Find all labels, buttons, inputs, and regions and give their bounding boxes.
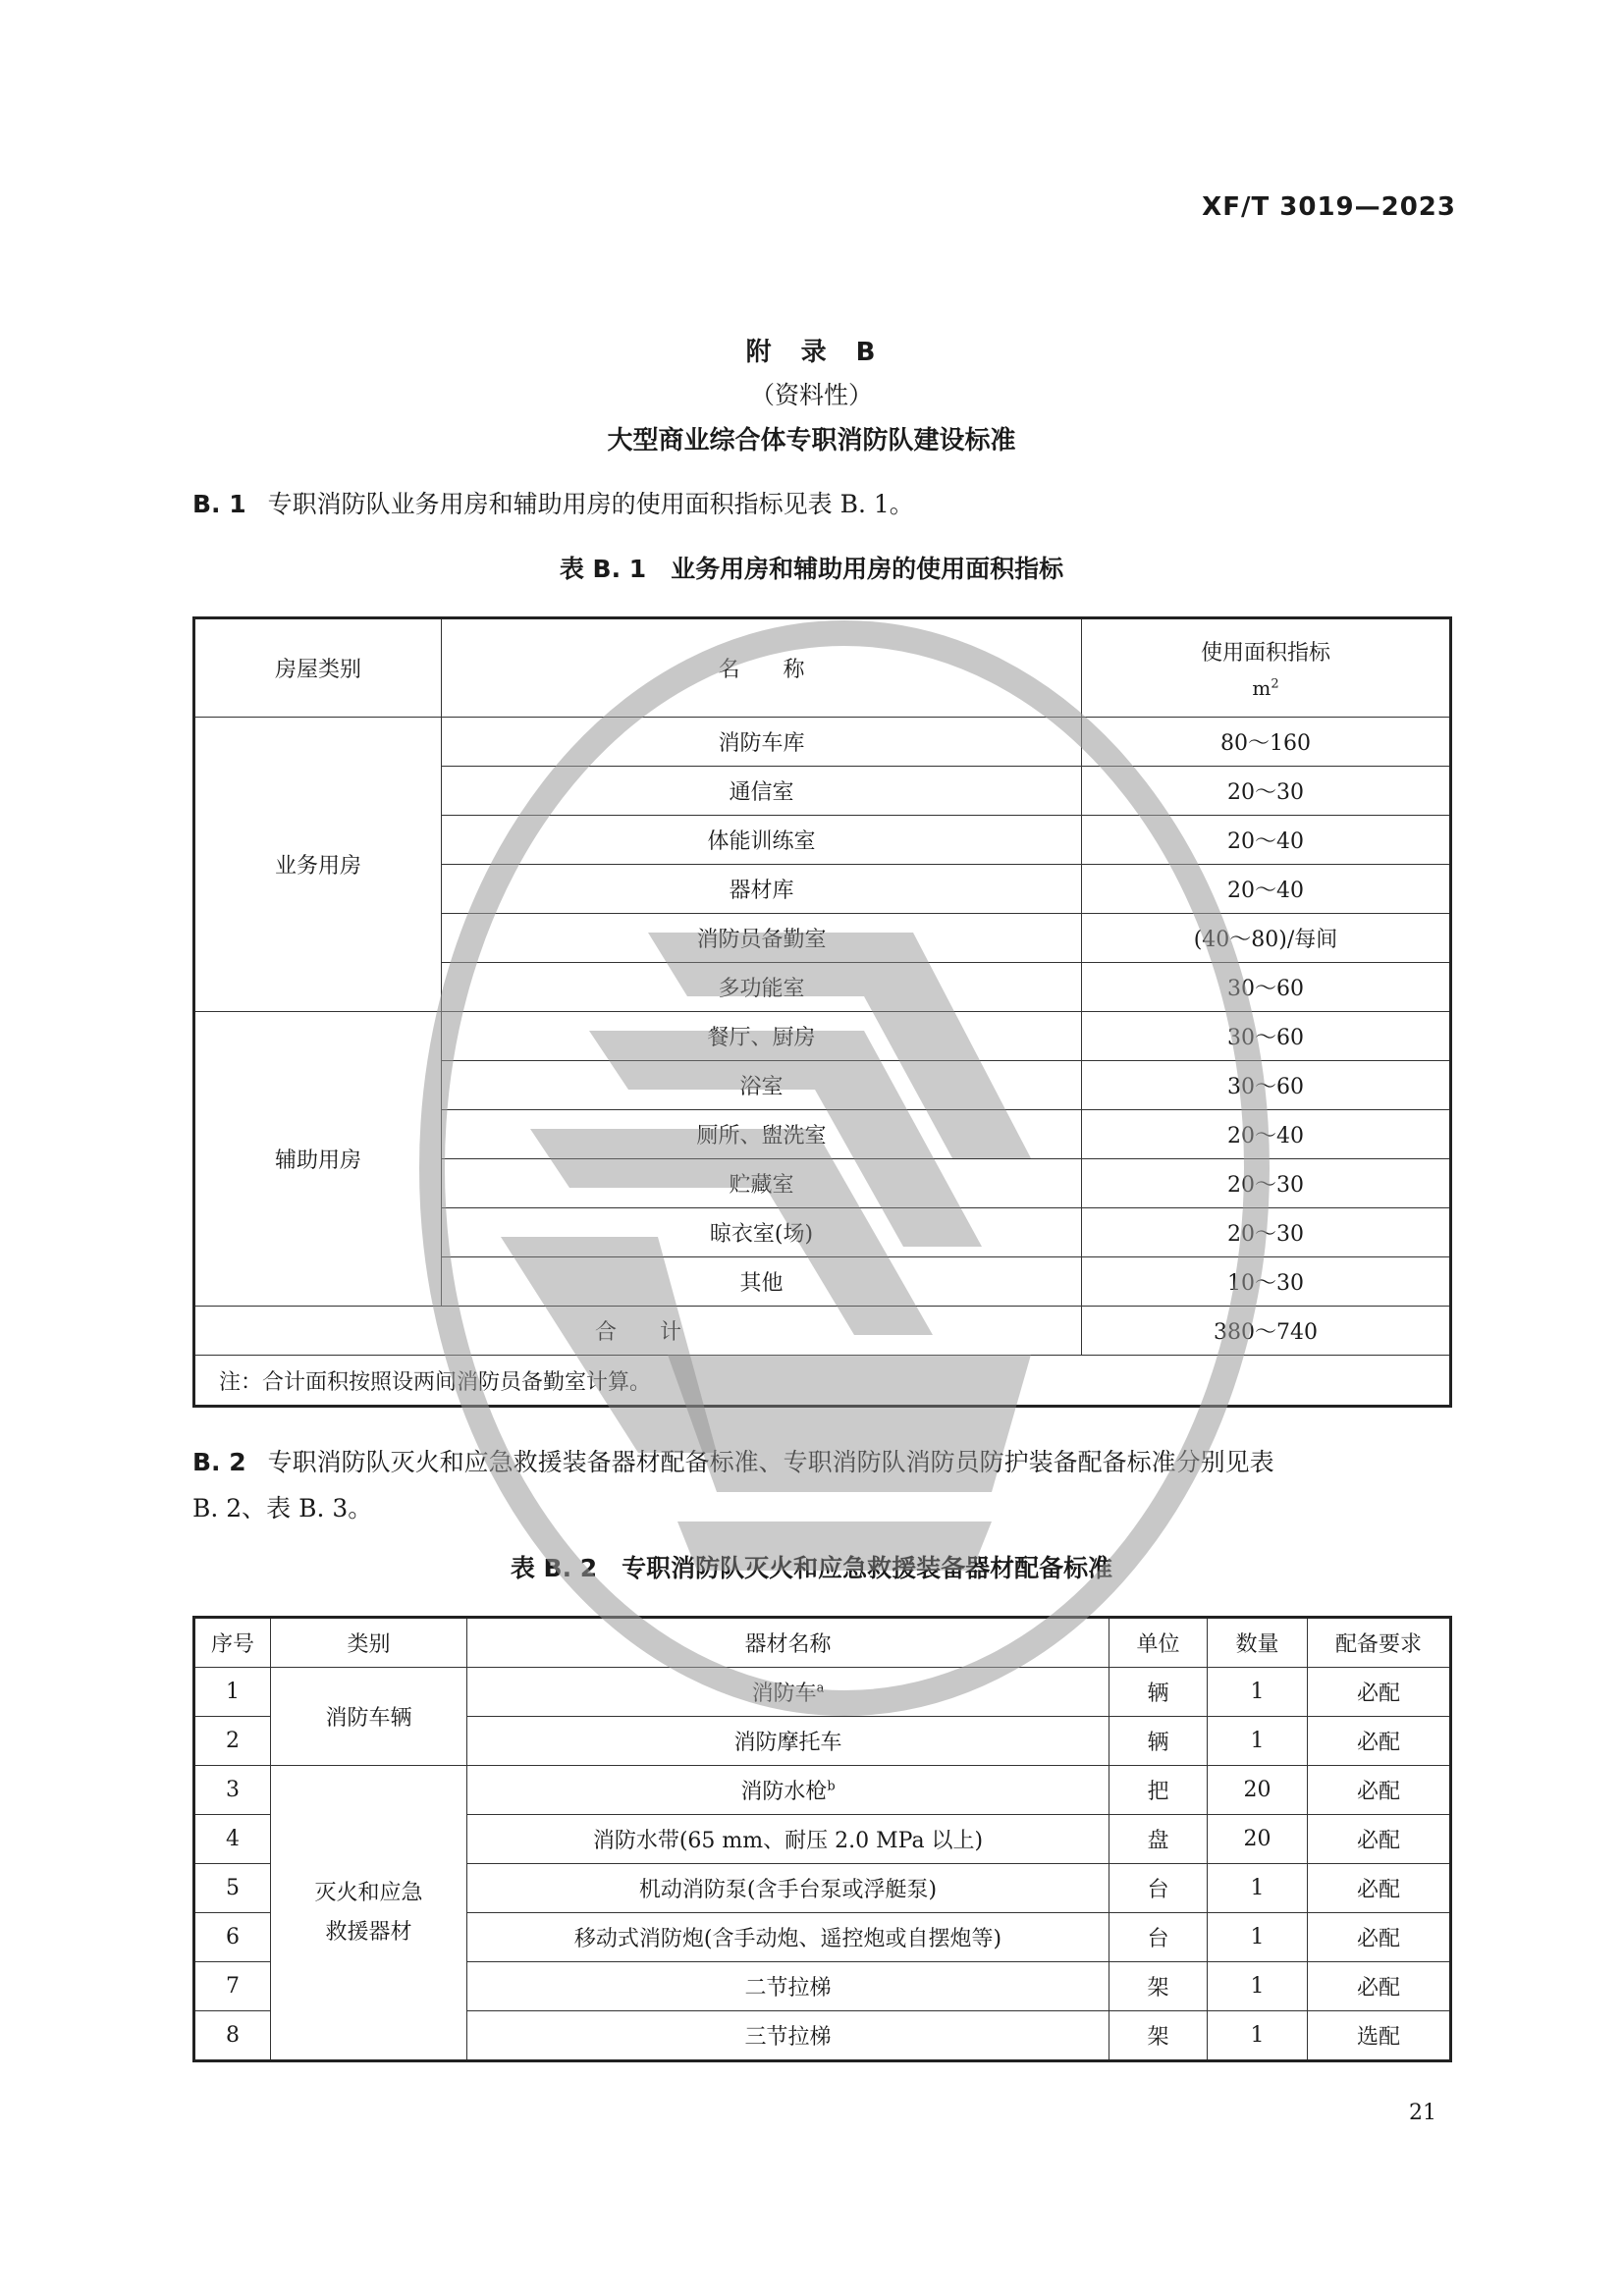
qty: 20 bbox=[1208, 1766, 1308, 1815]
clause-label-b1: B. 1 bbox=[192, 490, 246, 518]
unit: 架 bbox=[1109, 1962, 1208, 2011]
category-cell: 消防车辆 bbox=[271, 1668, 467, 1766]
equipment-name: 消防水带(65 mm、耐压 2.0 MPa 以上) bbox=[467, 1815, 1109, 1864]
header-category: 房屋类别 bbox=[194, 618, 442, 718]
header-area bbox=[1082, 618, 1451, 718]
row-no: 4 bbox=[194, 1815, 271, 1864]
appendix-subtitle: （资料性） bbox=[749, 381, 873, 409]
row-no: 3 bbox=[194, 1766, 271, 1815]
requirement: 必配 bbox=[1308, 1962, 1451, 2011]
requirement: 必配 bbox=[1308, 1864, 1451, 1913]
qty: 20 bbox=[1208, 1815, 1308, 1864]
table2-caption: 表 B. 2 专职消防队灭火和应急救援装备器材配备标准 bbox=[510, 1554, 1113, 1582]
total-label: 合 计 bbox=[194, 1307, 1082, 1356]
category-cell: 业务用房 bbox=[194, 718, 442, 1012]
header-area-label: 使用面积指标 bbox=[1200, 641, 1330, 666]
room-name: 体能训练室 bbox=[442, 816, 1082, 865]
equipment-name: 移动式消防炮(含手动炮、遥控炮或自摆炮等) bbox=[467, 1913, 1109, 1962]
unit: 台 bbox=[1109, 1864, 1208, 1913]
row-no: 5 bbox=[194, 1864, 271, 1913]
table-area-index bbox=[192, 616, 1452, 1408]
room-name: 晾衣室(场) bbox=[442, 1208, 1082, 1257]
appendix-title: 附 录 B bbox=[745, 338, 878, 367]
equipment-name: 消防摩托车 bbox=[467, 1717, 1109, 1766]
room-name: 厕所、盥洗室 bbox=[442, 1110, 1082, 1159]
table1-caption: 表 B. 1 业务用房和辅助用房的使用面积指标 bbox=[559, 555, 1064, 583]
requirement: 必配 bbox=[1308, 1717, 1451, 1766]
requirement: 必配 bbox=[1308, 1815, 1451, 1864]
header-unit: 单位 bbox=[1109, 1618, 1208, 1668]
header-category: 类别 bbox=[271, 1618, 467, 1668]
room-area: 20～30 bbox=[1082, 1208, 1451, 1257]
unit: 把 bbox=[1109, 1766, 1208, 1815]
requirement: 必配 bbox=[1308, 1766, 1451, 1815]
header-name: 名 称 bbox=[442, 618, 1082, 718]
row-no: 7 bbox=[194, 1962, 271, 2011]
header-requirement: 配备要求 bbox=[1308, 1618, 1451, 1668]
row-no: 2 bbox=[194, 1717, 271, 1766]
equipment-name: 二节拉梯 bbox=[467, 1962, 1109, 2011]
category-cell: 灭火和应急 救援器材 bbox=[271, 1766, 467, 2061]
requirement: 必配 bbox=[1308, 1913, 1451, 1962]
header-area-unit: $m^2$ bbox=[1252, 676, 1279, 700]
appendix-main-title: 大型商业综合体专职消防队建设标准 bbox=[607, 426, 1016, 455]
room-name: 贮藏室 bbox=[442, 1159, 1082, 1208]
paragraph-b2-line2: B. 2、表 B. 3。 bbox=[192, 1494, 373, 1522]
room-area: 80～160 bbox=[1082, 718, 1451, 767]
equipment-name: 消防车$^a$ bbox=[467, 1668, 1109, 1717]
room-name: 通信室 bbox=[442, 767, 1082, 816]
room-area: 10～30 bbox=[1082, 1257, 1451, 1307]
qty: 1 bbox=[1208, 1913, 1308, 1962]
page-number: 21 bbox=[1409, 2101, 1436, 2125]
unit: 盘 bbox=[1109, 1815, 1208, 1864]
requirement: 选配 bbox=[1308, 2011, 1451, 2061]
total-area: 380～740 bbox=[1082, 1307, 1451, 1356]
equipment-name: 三节拉梯 bbox=[467, 2011, 1109, 2061]
paragraph-b2-line1: B. 2 专职消防队灭火和应急救援装备器材配备标准、专职消防队消防员防护装备配备标准分别见表 bbox=[192, 1448, 1274, 1476]
room-area: 30～60 bbox=[1082, 1061, 1451, 1110]
header-no: 序号 bbox=[194, 1618, 271, 1668]
room-area: 20～40 bbox=[1082, 865, 1451, 914]
qty: 1 bbox=[1208, 1717, 1308, 1766]
row-no: 1 bbox=[194, 1668, 271, 1717]
unit: 辆 bbox=[1109, 1668, 1208, 1717]
room-area: 20～40 bbox=[1082, 816, 1451, 865]
requirement: 必配 bbox=[1308, 1668, 1451, 1717]
clause-label-b2: B. 2 bbox=[192, 1448, 246, 1476]
room-name: 消防车库 bbox=[442, 718, 1082, 767]
table-note: 注：合计面积按照设两间消防员备勤室计算。 bbox=[194, 1356, 1451, 1407]
table-equipment-standard bbox=[192, 1616, 1452, 2062]
header-qty: 数量 bbox=[1208, 1618, 1308, 1668]
unit: 台 bbox=[1109, 1913, 1208, 1962]
qty: 1 bbox=[1208, 1668, 1308, 1717]
room-name: 多功能室 bbox=[442, 963, 1082, 1012]
room-name: 浴室 bbox=[442, 1061, 1082, 1110]
room-name: 器材库 bbox=[442, 865, 1082, 914]
room-area: 20～40 bbox=[1082, 1110, 1451, 1159]
room-area: 20～30 bbox=[1082, 1159, 1451, 1208]
qty: 1 bbox=[1208, 1962, 1308, 2011]
unit: 辆 bbox=[1109, 1717, 1208, 1766]
room-area: 30～60 bbox=[1082, 963, 1451, 1012]
row-no: 6 bbox=[194, 1913, 271, 1962]
equipment-name: 消防水枪$^b$ bbox=[467, 1766, 1109, 1815]
row-no: 8 bbox=[194, 2011, 271, 2061]
equipment-name: 机动消防泵(含手台泵或浮艇泵) bbox=[467, 1864, 1109, 1913]
paragraph-b1 bbox=[192, 481, 1445, 527]
unit: 架 bbox=[1109, 2011, 1208, 2061]
room-area: 30～60 bbox=[1082, 1012, 1451, 1061]
paragraph-b1-text: 专职消防队业务用房和辅助用房的使用面积指标见表 B. 1。 bbox=[267, 490, 914, 518]
room-name: 其他 bbox=[442, 1257, 1082, 1307]
room-area: 20～30 bbox=[1082, 767, 1451, 816]
room-name: 消防员备勤室 bbox=[442, 914, 1082, 963]
header-equipment-name: 器材名称 bbox=[467, 1618, 1109, 1668]
paragraph-b2 bbox=[192, 1439, 1445, 1531]
room-name: 餐厅、厨房 bbox=[442, 1012, 1082, 1061]
room-area: (40～80)/每间 bbox=[1082, 914, 1451, 963]
qty: 1 bbox=[1208, 2011, 1308, 2061]
standard-number: XF/T 3019—2023 bbox=[1202, 192, 1456, 222]
category-cell: 辅助用房 bbox=[194, 1012, 442, 1307]
qty: 1 bbox=[1208, 1864, 1308, 1913]
